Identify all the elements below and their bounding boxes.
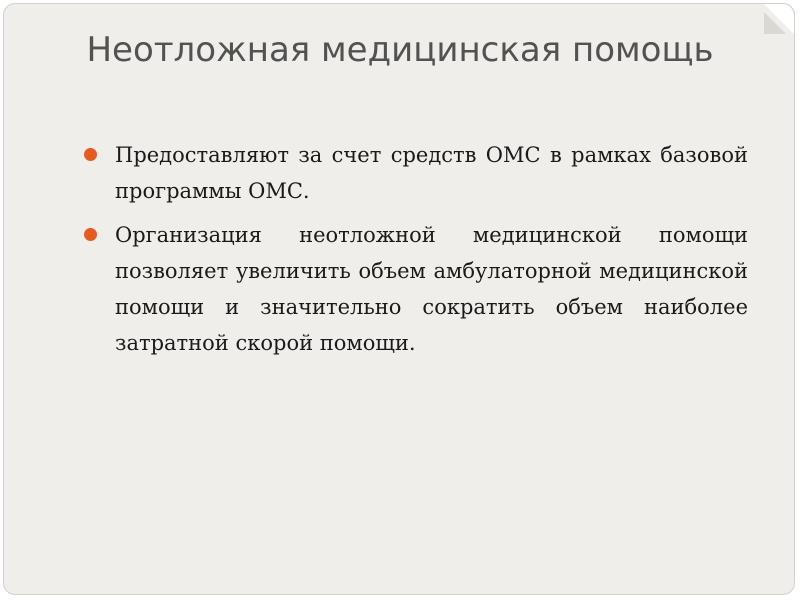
bullet-item (80, 217, 748, 361)
bullet-dot-icon (84, 148, 97, 161)
page-fold-icon (758, 4, 794, 40)
bullet-dot-icon (84, 228, 97, 241)
bullet-text: Предоставляют за счет средств ОМС в рамках базовой программы ОМС. (115, 143, 748, 203)
bullet-list (80, 137, 748, 369)
slide-title: Неотложная медицинская помощь (86, 30, 714, 70)
bullet-item (80, 137, 748, 209)
slide (3, 3, 795, 595)
bullet-text: Организация неотложной медицинской помощи позволяет увеличить объем амбулаторной медицинской помощи и значительно сократить объем наиболее затратной скорой помощи. (115, 223, 748, 355)
